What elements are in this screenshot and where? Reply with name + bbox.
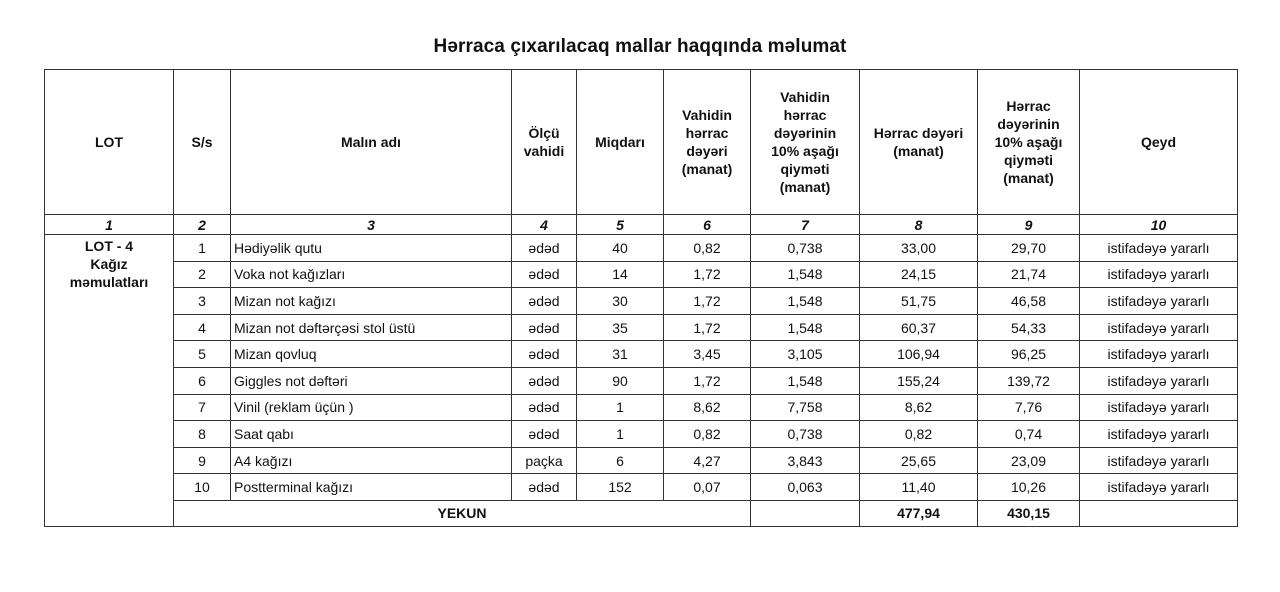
column-header-line: (manat) xyxy=(893,143,944,159)
note: istifadəyə yararlı xyxy=(1080,447,1238,474)
unit-price-10-percent-lower: 0,063 xyxy=(751,474,860,501)
column-header-line: Malın adı xyxy=(341,134,401,150)
table-row xyxy=(45,474,1238,501)
column-header-line: Qeyd xyxy=(1140,134,1176,150)
unit-of-measure: ədəd xyxy=(512,314,577,341)
unit-of-measure: ədəd xyxy=(512,341,577,368)
column-number: 5 xyxy=(577,215,664,235)
item-name: Mizan not kağızı xyxy=(231,288,512,315)
column-header-line: vahidi xyxy=(523,143,565,159)
item-name: Vinil (reklam üçün ) xyxy=(231,394,512,421)
column-header-qty xyxy=(577,70,664,215)
auction-value-10-percent-lower: 46,58 xyxy=(978,288,1080,315)
table-row xyxy=(45,447,1238,474)
table-row xyxy=(45,341,1238,368)
auction-value-10-percent-lower: 7,76 xyxy=(978,394,1080,421)
column-header-line: qiyməti xyxy=(1003,152,1053,168)
column-header-unit-price xyxy=(664,70,751,215)
quantity: 152 xyxy=(577,474,664,501)
quantity: 31 xyxy=(577,341,664,368)
row-number: 9 xyxy=(174,447,231,474)
unit-of-measure: ədəd xyxy=(512,421,577,448)
auction-value-10-percent-lower: 10,26 xyxy=(978,474,1080,501)
unit-of-measure: ədəd xyxy=(512,367,577,394)
table-row xyxy=(45,288,1238,315)
unit-price-10-percent-lower: 1,548 xyxy=(751,288,860,315)
auction-value-10-percent-lower: 23,09 xyxy=(978,447,1080,474)
column-number: 9 xyxy=(978,215,1080,235)
column-header-line: dəyərinin xyxy=(773,125,837,141)
column-header-line: Hərrac dəyəri xyxy=(873,125,964,141)
auction-value: 0,82 xyxy=(860,421,978,448)
column-header-name xyxy=(231,70,512,215)
page-title: Hərraca çıxarılacaq mallar haqqında məlumat xyxy=(433,36,847,57)
auction-value-10-percent-lower: 29,70 xyxy=(978,235,1080,262)
column-header-line: qiyməti xyxy=(780,161,830,177)
column-header-line: (manat) xyxy=(779,179,831,195)
row-number: 10 xyxy=(174,474,231,501)
column-header-lot xyxy=(45,70,174,215)
note: istifadəyə yararlı xyxy=(1080,261,1238,288)
total-auction-value-10-percent-lower: 430,15 xyxy=(978,500,1080,526)
auction-value-10-percent-lower: 54,33 xyxy=(978,314,1080,341)
table-row xyxy=(45,367,1238,394)
auction-value: 155,24 xyxy=(860,367,978,394)
total-label: YEKUN xyxy=(174,500,751,526)
lot-label-line3: məmulatları xyxy=(69,274,149,290)
auction-value: 8,62 xyxy=(860,394,978,421)
table-row xyxy=(45,394,1238,421)
auction-value-10-percent-lower: 139,72 xyxy=(978,367,1080,394)
column-number: 1 xyxy=(45,215,174,235)
column-number-row xyxy=(45,215,1238,235)
unit-of-measure: ədəd xyxy=(512,288,577,315)
unit-price: 0,82 xyxy=(664,421,751,448)
table-row xyxy=(45,421,1238,448)
header-row xyxy=(45,70,1238,215)
column-header-line: Vahidin xyxy=(780,89,830,105)
unit-price: 3,45 xyxy=(664,341,751,368)
row-number: 3 xyxy=(174,288,231,315)
auction-value: 60,37 xyxy=(860,314,978,341)
column-header-line: 10% aşağı xyxy=(771,143,839,159)
column-header-line: (manat) xyxy=(681,161,733,177)
column-header-note xyxy=(1080,70,1238,215)
auction-value-10-percent-lower: 0,74 xyxy=(978,421,1080,448)
note: istifadəyə yararlı xyxy=(1080,341,1238,368)
quantity: 1 xyxy=(577,421,664,448)
column-number: 3 xyxy=(231,215,512,235)
column-header-line: hərrac xyxy=(783,107,827,123)
auction-value: 25,65 xyxy=(860,447,978,474)
auction-value-10-percent-lower: 21,74 xyxy=(978,261,1080,288)
unit-of-measure: ədəd xyxy=(512,261,577,288)
column-header-line: LOT xyxy=(95,134,123,150)
row-number: 6 xyxy=(174,367,231,394)
row-number: 7 xyxy=(174,394,231,421)
auction-items-table xyxy=(44,69,1238,527)
quantity: 1 xyxy=(577,394,664,421)
row-number: 5 xyxy=(174,341,231,368)
unit-price-10-percent-lower: 1,548 xyxy=(751,367,860,394)
unit-of-measure: paçka xyxy=(512,447,577,474)
auction-value-10-percent-lower: 96,25 xyxy=(978,341,1080,368)
unit-price-10-percent-lower: 1,548 xyxy=(751,314,860,341)
column-header-line: hərrac xyxy=(685,125,729,141)
unit-price: 1,72 xyxy=(664,261,751,288)
column-header-total xyxy=(860,70,978,215)
unit-price-10-percent-lower: 1,548 xyxy=(751,261,860,288)
total-auction-value: 477,94 xyxy=(860,500,978,526)
column-number: 4 xyxy=(512,215,577,235)
unit-price: 1,72 xyxy=(664,314,751,341)
unit-price-10-percent-lower: 0,738 xyxy=(751,235,860,262)
item-name: Giggles not dəftəri xyxy=(231,367,512,394)
item-name: Hədiyəlik qutu xyxy=(231,235,512,262)
table-row xyxy=(45,261,1238,288)
row-number: 8 xyxy=(174,421,231,448)
unit-of-measure: ədəd xyxy=(512,394,577,421)
column-header-unit-price-10 xyxy=(751,70,860,215)
quantity: 14 xyxy=(577,261,664,288)
auction-value: 51,75 xyxy=(860,288,978,315)
column-number: 8 xyxy=(860,215,978,235)
quantity: 6 xyxy=(577,447,664,474)
unit-price: 4,27 xyxy=(664,447,751,474)
unit-price: 0,82 xyxy=(664,235,751,262)
unit-price: 8,62 xyxy=(664,394,751,421)
total-row xyxy=(45,500,1238,526)
auction-value: 106,94 xyxy=(860,341,978,368)
column-header-line: 10% aşağı xyxy=(994,134,1063,150)
column-number: 7 xyxy=(751,215,860,235)
quantity: 35 xyxy=(577,314,664,341)
auction-value: 11,40 xyxy=(860,474,978,501)
column-header-unit xyxy=(512,70,577,215)
column-header-total-10 xyxy=(978,70,1080,215)
lot-cell xyxy=(45,235,174,527)
note: istifadəyə yararlı xyxy=(1080,314,1238,341)
item-name: Mizan qovluq xyxy=(231,341,512,368)
unit-price: 1,72 xyxy=(664,288,751,315)
note: istifadəyə yararlı xyxy=(1080,421,1238,448)
column-number: 6 xyxy=(664,215,751,235)
row-number: 1 xyxy=(174,235,231,262)
note: istifadəyə yararlı xyxy=(1080,288,1238,315)
row-number: 4 xyxy=(174,314,231,341)
item-name: A4 kağızı xyxy=(231,447,512,474)
table-row xyxy=(45,314,1238,341)
note: istifadəyə yararlı xyxy=(1080,474,1238,501)
unit-price-10-percent-lower: 0,738 xyxy=(751,421,860,448)
column-header-line: (manat) xyxy=(1003,170,1054,186)
column-header-line: dəyəri xyxy=(686,143,728,159)
lot-label-line1: LOT - 4 xyxy=(84,238,134,254)
column-header-line: dəyərinin xyxy=(997,116,1060,132)
table-row xyxy=(45,235,1238,262)
note: istifadəyə yararlı xyxy=(1080,367,1238,394)
quantity: 40 xyxy=(577,235,664,262)
note: istifadəyə yararlı xyxy=(1080,394,1238,421)
item-name: Mizan not dəftərçəsi stol üstü xyxy=(231,314,512,341)
row-number: 2 xyxy=(174,261,231,288)
column-header-line: Hərrac xyxy=(1006,98,1051,114)
column-header-line: Ölçü xyxy=(528,125,560,141)
total-empty-cell xyxy=(751,500,860,526)
item-name: Postterminal kağızı xyxy=(231,474,512,501)
auction-value: 33,00 xyxy=(860,235,978,262)
lot-label-line2: Kağız xyxy=(90,256,128,272)
column-header-sn xyxy=(174,70,231,215)
note: istifadəyə yararlı xyxy=(1080,235,1238,262)
column-header-line: S/s xyxy=(191,134,213,150)
unit-price-10-percent-lower: 3,843 xyxy=(751,447,860,474)
auction-value: 24,15 xyxy=(860,261,978,288)
quantity: 30 xyxy=(577,288,664,315)
column-header-line: Vahidin xyxy=(682,107,732,123)
unit-of-measure: ədəd xyxy=(512,474,577,501)
item-name: Saat qabı xyxy=(231,421,512,448)
quantity: 90 xyxy=(577,367,664,394)
unit-price-10-percent-lower: 7,758 xyxy=(751,394,860,421)
unit-price: 1,72 xyxy=(664,367,751,394)
unit-price-10-percent-lower: 3,105 xyxy=(751,341,860,368)
unit-price: 0,07 xyxy=(664,474,751,501)
column-header-line: Miqdarı xyxy=(595,134,645,150)
total-note-empty-cell xyxy=(1080,500,1238,526)
column-number: 10 xyxy=(1080,215,1238,235)
item-name: Voka not kağızları xyxy=(231,261,512,288)
column-number: 2 xyxy=(174,215,231,235)
unit-of-measure: ədəd xyxy=(512,235,577,262)
